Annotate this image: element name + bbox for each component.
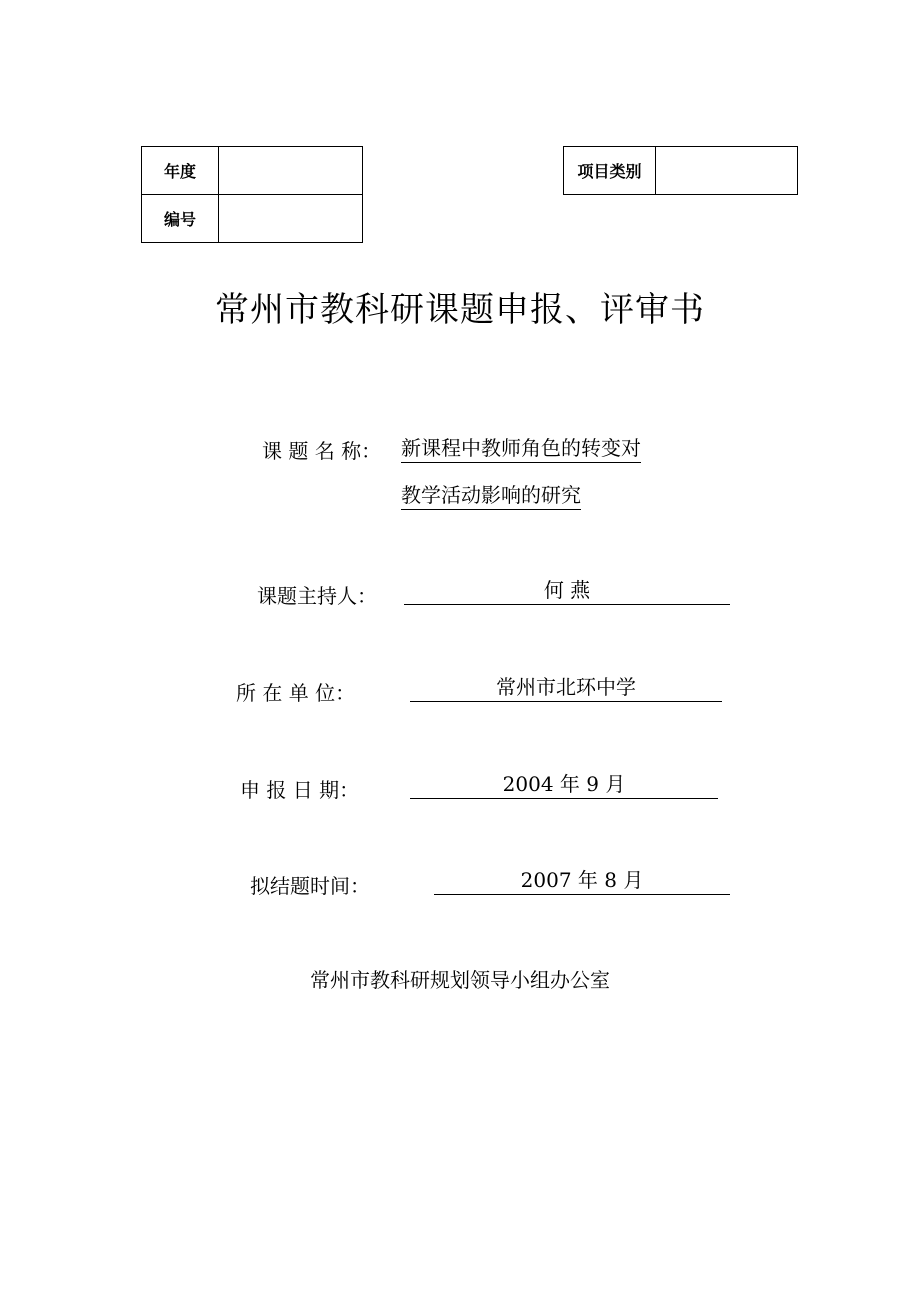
end-value: 2007 年 8 月	[434, 866, 730, 895]
number-label: 编号	[142, 195, 219, 243]
footer-office: 常州市教科研规划领导小组办公室	[310, 968, 610, 992]
document-title: 常州市教科研课题申报、评审书	[215, 290, 705, 330]
topic-label: 课 题 名 称：	[262, 439, 382, 463]
topic-line-2: 教学活动影响的研究	[401, 481, 581, 510]
date-label: 申 报 日 期：	[240, 778, 360, 802]
year-value	[219, 147, 363, 195]
year-label: 年度	[142, 147, 219, 195]
topic-line-1: 新课程中教师角色的转变对	[401, 434, 641, 463]
host-label: 课题主持人：	[257, 584, 377, 608]
number-value	[219, 195, 363, 243]
unit-label: 所 在 单 位：	[236, 681, 356, 705]
date-value: 2004 年 9 月	[410, 770, 718, 799]
category-label: 项目类别	[564, 147, 656, 195]
host-value: 何 燕	[404, 576, 730, 605]
year-number-table	[141, 146, 363, 243]
category-value	[656, 147, 798, 195]
end-label: 拟结题时间：	[250, 874, 370, 898]
category-table	[563, 146, 798, 195]
unit-value: 常州市北环中学	[410, 673, 722, 702]
